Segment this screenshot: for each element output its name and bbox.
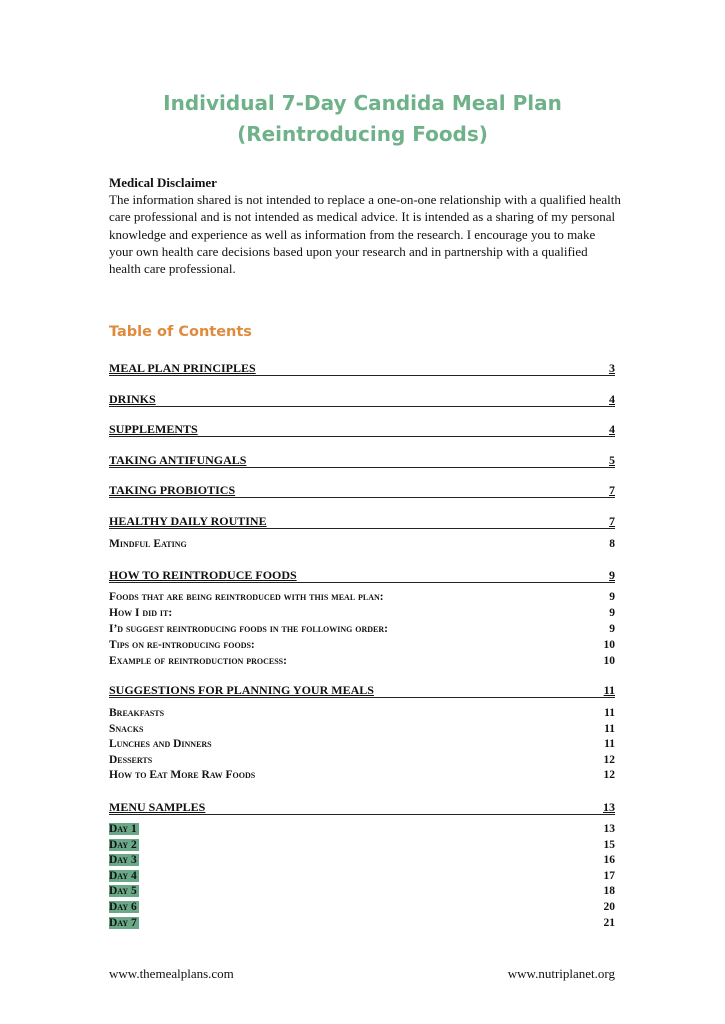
toc-subentry-label: Foods that are being reintroduced with this meal plan: (109, 591, 384, 603)
title-line-2: (Reintroducing Foods) (237, 122, 488, 146)
toc-day-page: 18 (603, 885, 615, 897)
toc-entry-page: 3 (609, 361, 615, 375)
toc-heading: Table of Contents (109, 324, 252, 340)
toc-day-label: Day 1 (109, 823, 137, 835)
toc-subentry-label: I’d suggest reintroducing foods in the following order: (109, 623, 388, 635)
toc-subentry-page: 9 (609, 623, 615, 635)
document-title (0, 88, 725, 150)
toc-subentry-page: 11 (604, 707, 615, 719)
toc-day-label: Day 2 (109, 839, 137, 851)
toc-subentry-day-3[interactable] (109, 854, 615, 870)
toc-day-page: 17 (603, 870, 615, 882)
toc-subentry-day-1[interactable] (109, 823, 615, 839)
toc-subentry-example[interactable] (109, 655, 615, 671)
toc-entry-page: 4 (609, 392, 615, 406)
toc-subentry-label: Tips on re-introducing foods: (109, 639, 255, 651)
toc-entry-page: 4 (609, 422, 615, 436)
toc-day-page: 15 (603, 839, 615, 851)
toc-subentry-desserts[interactable] (109, 754, 615, 770)
medical-disclaimer (109, 174, 621, 277)
toc-subentry-foods-reintroduced[interactable] (109, 591, 615, 607)
toc-subentry-label: Breakfasts (109, 707, 165, 719)
toc-entry-page: 7 (609, 514, 615, 528)
disclaimer-heading: Medical Disclaimer (109, 175, 217, 190)
toc-entry-suggestions-planning[interactable] (109, 683, 615, 699)
toc-subentry-label: Desserts (109, 754, 153, 766)
disclaimer-text: The information shared is not intended to replace a one-on-one relationship with a qualified health care professional and is not intended as medical advice. It is intended as a sharing of my personal knowledge and experience as well as information from the research. I encourage you to make your own health care decisions based upon your research and in partnership with a qualified health care professional. (109, 192, 621, 277)
toc-subentry-page: 12 (603, 769, 615, 781)
toc-day-label: Day 4 (109, 870, 137, 882)
toc-subentry-page: 10 (603, 655, 615, 667)
toc-subentry-suggested-order[interactable] (109, 623, 615, 639)
toc-entry-label: MEAL PLAN PRINCIPLES (109, 361, 256, 375)
toc-subentry-tips[interactable] (109, 639, 615, 655)
toc-day-page: 20 (603, 901, 615, 913)
toc-entry-taking-probiotics[interactable] (109, 483, 615, 499)
toc-subentry-page: 9 (609, 607, 615, 619)
toc-subentry-page: 10 (603, 639, 615, 651)
toc-entry-label: HOW TO REINTRODUCE FOODS (109, 568, 297, 582)
toc-entry-label: SUGGESTIONS FOR PLANNING YOUR MEALS (109, 683, 374, 697)
toc-entry-label: HEALTHY DAILY ROUTINE (109, 514, 267, 528)
toc-subentry-day-4[interactable] (109, 870, 615, 886)
toc-subentry-label: Lunches and Dinners (109, 738, 212, 750)
toc-subentry-page: 11 (604, 738, 615, 750)
toc-subentry-lunches-dinners[interactable] (109, 738, 615, 754)
toc-entry-label: TAKING ANTIFUNGALS (109, 453, 247, 467)
footer-left-link[interactable]: www.themealplans.com (109, 966, 234, 981)
toc-subentry-mindful-eating[interactable] (109, 538, 615, 554)
toc-entry-page: 11 (603, 683, 615, 697)
toc-entry-drinks[interactable] (109, 392, 615, 408)
toc-day-label: Day 7 (109, 917, 137, 929)
toc-entry-label: DRINKS (109, 392, 156, 406)
toc-subentry-day-5[interactable] (109, 885, 615, 901)
toc-subentry-day-7[interactable] (109, 917, 615, 933)
toc-day-page: 21 (603, 917, 615, 929)
toc-entry-page: 9 (609, 568, 615, 582)
toc-subentry-label: Example of reintroduction process: (109, 655, 287, 667)
toc-subentry-day-6[interactable] (109, 901, 615, 917)
toc-subentry-how-i-did-it[interactable] (109, 607, 615, 623)
toc-subentry-label: Snacks (109, 723, 144, 735)
toc-subentry-page: 8 (609, 538, 615, 550)
toc-subentry-label: Mindful Eating (109, 538, 187, 550)
toc-day-label: Day 3 (109, 854, 137, 866)
toc-subentry-raw-foods[interactable] (109, 769, 615, 785)
toc-subentry-snacks[interactable] (109, 723, 615, 739)
toc-entry-page: 13 (603, 800, 615, 814)
toc-entry-taking-antifungals[interactable] (109, 453, 615, 469)
toc-entry-page: 7 (609, 483, 615, 497)
page-footer (109, 966, 615, 982)
toc-subentry-label: How to Eat More Raw Foods (109, 769, 256, 781)
toc-subentry-day-2[interactable] (109, 839, 615, 855)
toc-day-page: 16 (603, 854, 615, 866)
toc-entry-meal-plan-principles[interactable] (109, 361, 615, 377)
toc-entry-menu-samples[interactable] (109, 800, 615, 816)
toc-day-page: 13 (603, 823, 615, 835)
toc-entry-how-to-reintroduce-foods[interactable] (109, 568, 615, 584)
toc-subentry-label: How I did it: (109, 607, 173, 619)
toc-entry-page: 5 (609, 453, 615, 467)
toc-entry-label: SUPPLEMENTS (109, 422, 198, 436)
toc-entry-healthy-daily-routine[interactable] (109, 514, 615, 530)
toc-day-label: Day 6 (109, 901, 137, 913)
title-line-1: Individual 7-Day Candida Meal Plan (163, 91, 562, 115)
toc-entry-supplements[interactable] (109, 422, 615, 438)
toc-subentry-page: 12 (603, 754, 615, 766)
toc-entry-label: TAKING PROBIOTICS (109, 483, 236, 497)
footer-right-link[interactable]: www.nutriplanet.org (507, 966, 615, 981)
toc-subentry-page: 9 (609, 591, 615, 603)
toc-entry-label: MENU SAMPLES (109, 800, 206, 814)
toc-subentry-breakfasts[interactable] (109, 707, 615, 723)
toc-subentry-page: 11 (604, 723, 615, 735)
toc-day-label: Day 5 (109, 885, 137, 897)
